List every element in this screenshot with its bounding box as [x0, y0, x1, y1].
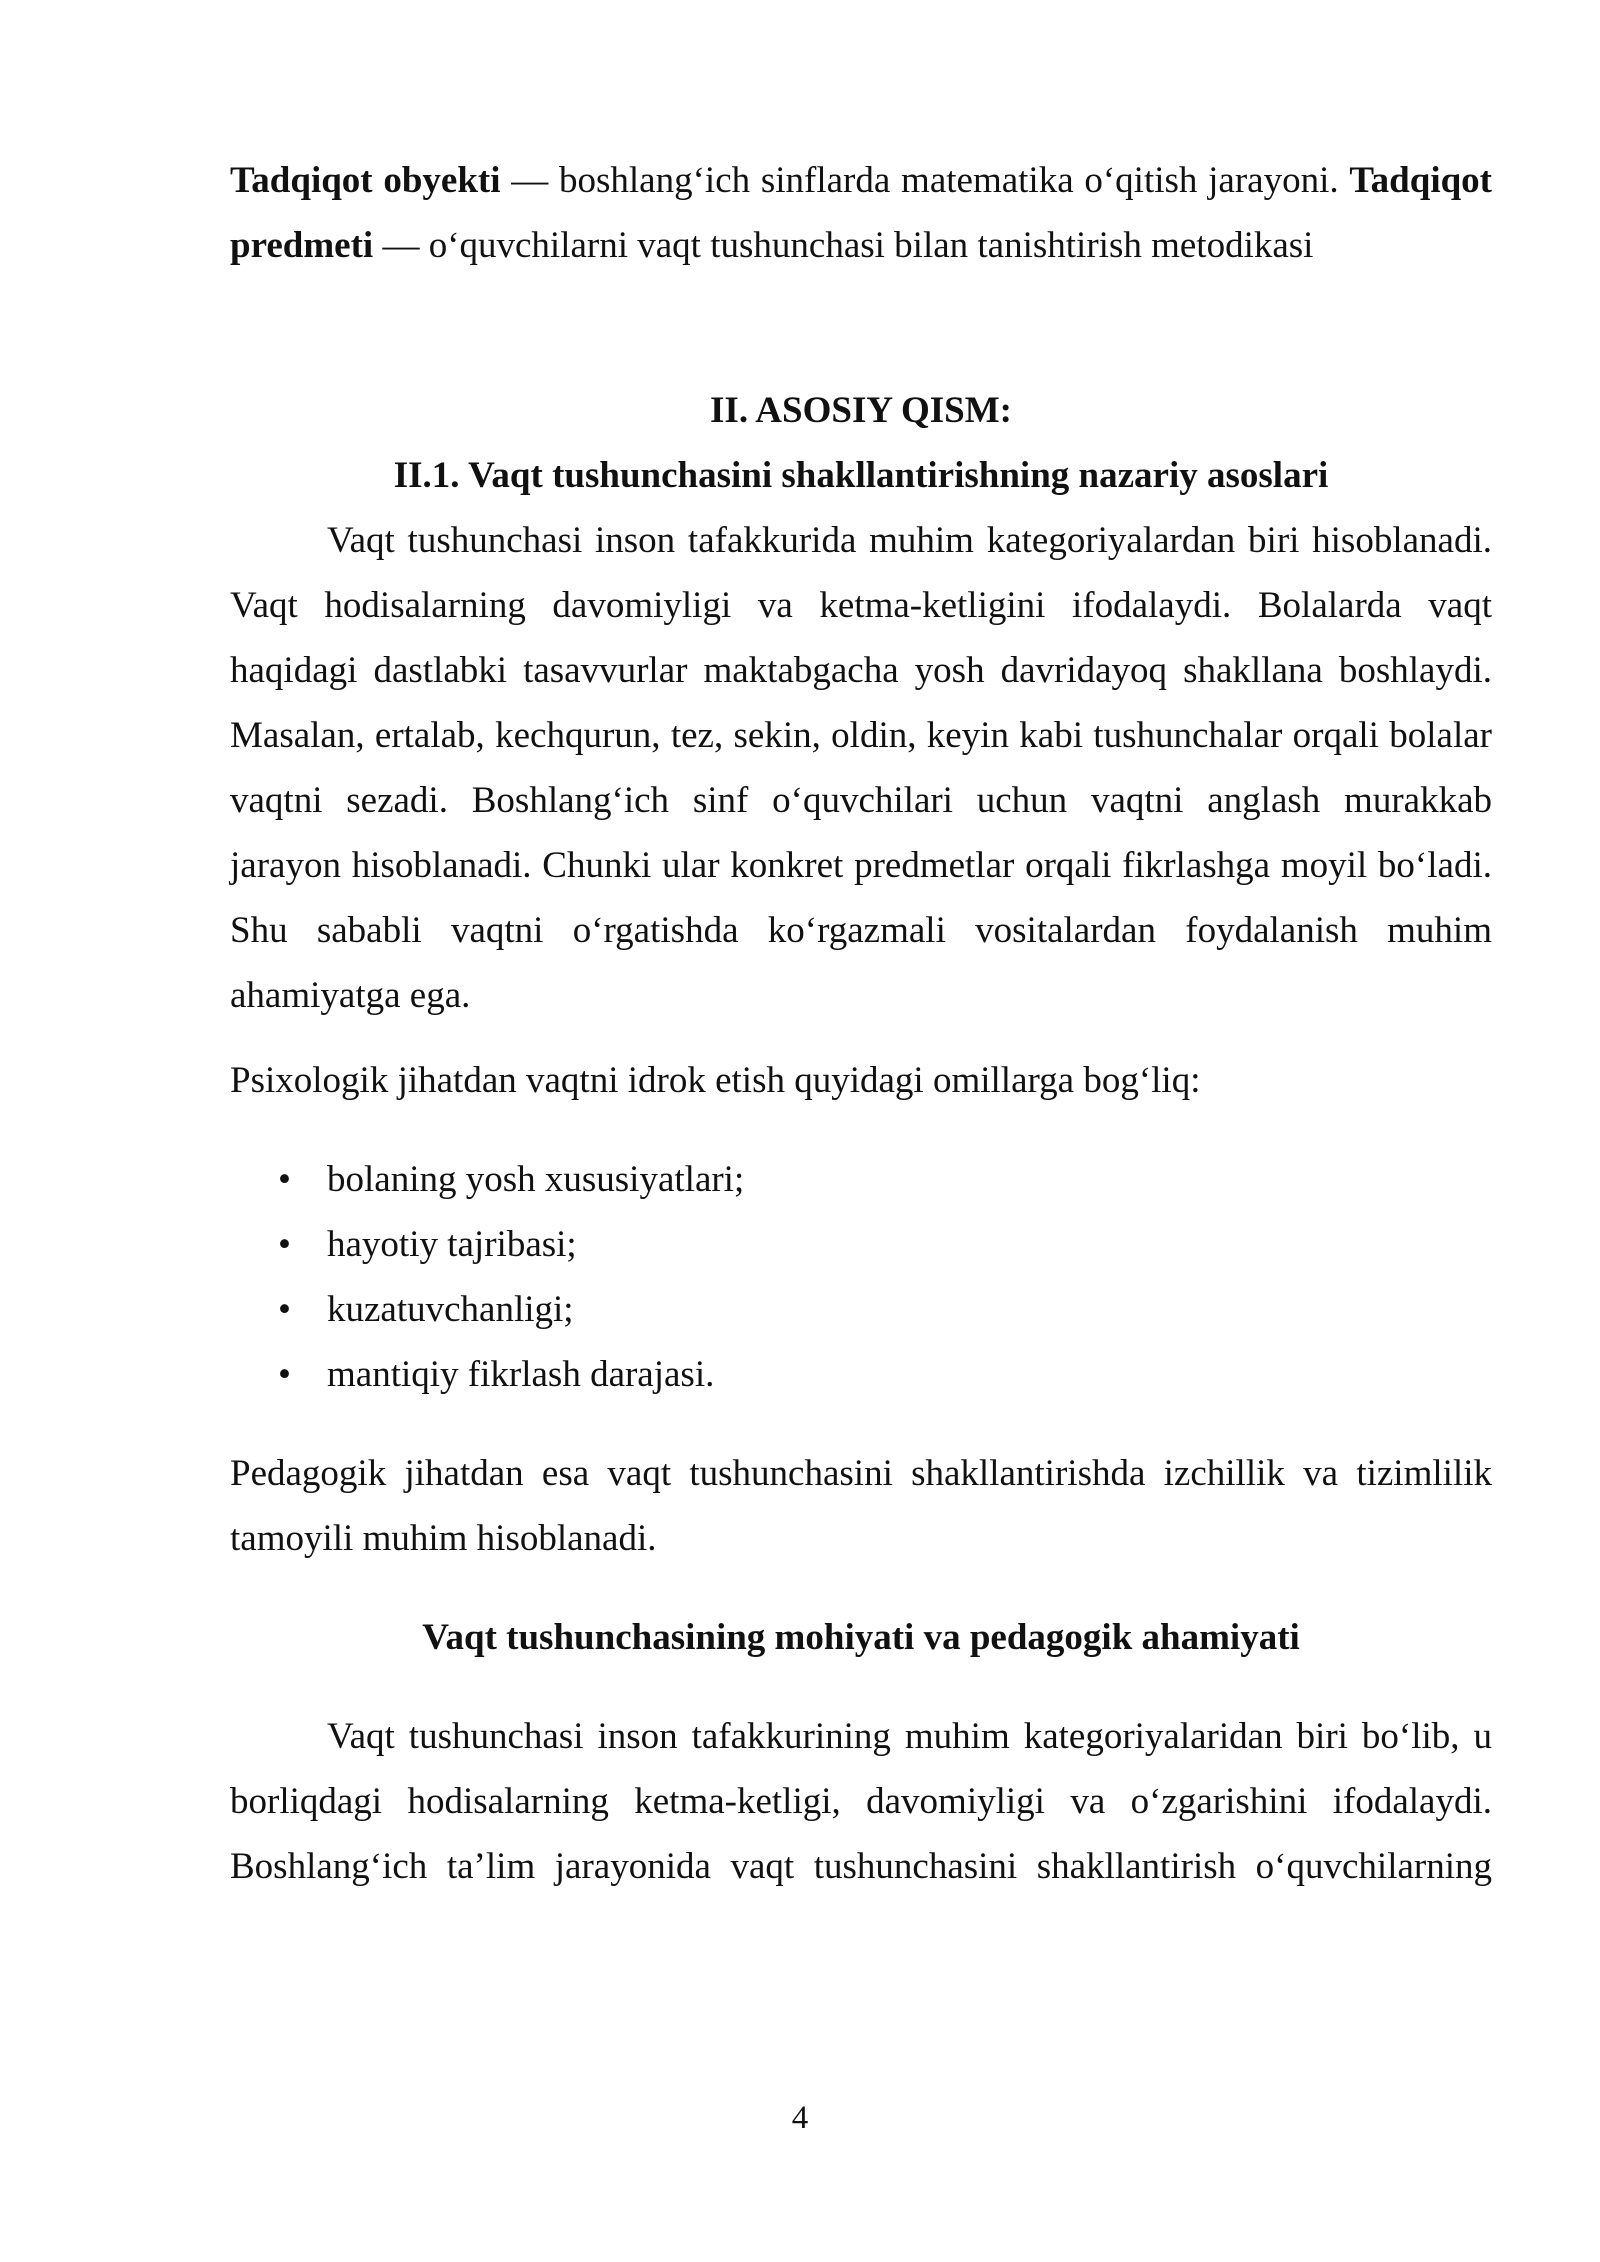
list-item-text: bolaning yosh xususiyatlari; [327, 1159, 745, 1200]
spacer [230, 1028, 1492, 1048]
bullet-icon: • [278, 1159, 291, 1200]
spacer [230, 1113, 1492, 1147]
bullet-icon: • [278, 1354, 291, 1395]
research-subject-label: Tadqiqot predmeti [230, 160, 1492, 266]
subsection-heading: Vaqt tushunchasining mohiyati va pedagogik ahamiyati [422, 1617, 1300, 1658]
research-subject-dash: — [382, 225, 420, 266]
factor-list [230, 1147, 1492, 1407]
section-subtitle: II.1. Vaqt tushunchasini shakllantirishning nazariy asoslari [393, 455, 1329, 496]
research-subject-text: o‘quvchilarni vaqt tushunchasi bilan tanishtirish metodikasi [428, 225, 1314, 266]
bullet-icon: • [278, 1289, 291, 1330]
bullet-icon: • [278, 1224, 291, 1265]
page-content [230, 148, 1492, 1899]
list-item-text: hayotiy tajribasi; [327, 1224, 577, 1265]
research-object-text: boshlang‘ich sinflarda matematika o‘qitish jarayoni. [559, 160, 1339, 201]
spacer [230, 1670, 1492, 1704]
paragraph-pedagogy: Pedagogik jihatdan esa vaqt tushunchasini shakllantirishda izchillik va tizimlilik tamoyili muhim hisoblanadi. [230, 1453, 1492, 1559]
spacer [230, 278, 1492, 378]
paragraph-theory: Vaqt tushunchasi inson tafakkurida muhim kategoriyalardan biri hisoblanadi. Vaqt hodisalarning davomiyligi va ketma-ketligini ifodalaydi. Bolalarda vaqt haqidagi dastlabki tasavvurlar maktabgacha yosh davridayoq shakllana boshlaydi. Masalan, ertalab, kechqurun, tez, sekin, oldin, keyin kabi tushunchalar orqali bolalar vaqtni sezadi. Boshlang‘ich sinf o‘quvchilari uchun vaqtni anglash murakkab jarayon hisoblanadi. Chunki ular konkret predmetlar orqali fikrlashga moyil bo‘ladi. Shu sababli vaqtni o‘rgatishda ko‘rgazmali vositalardan foydalanish muhim ahamiyatga ega. [230, 520, 1492, 1016]
paragraph-psychology: Psixologik jihatdan vaqtni idrok etish quyidagi omillarga bog‘liq: [230, 1060, 1201, 1101]
spacer [230, 1407, 1492, 1441]
research-object-subject-paragraph [230, 148, 1492, 278]
paragraph-essence: Vaqt tushunchasi inson tafakkurining muhim kategoriyalaridan biri bo‘lib, u borliqdagi hodisalarning ketma-ketligi, davomiyligi va o‘zgarishini ifodalaydi. Boshlang‘ich ta’lim jarayonida vaqt tushunchasini shakllantirish o‘quvchilarning [230, 1716, 1492, 1887]
list-item-text: kuzatuvchanligi; [327, 1289, 574, 1330]
list-item [230, 1147, 1492, 1212]
list-item-text: mantiqiy fikrlash darajasi. [327, 1354, 715, 1395]
research-object-dash: — [511, 160, 549, 201]
section-title: II. ASOSIY QISM: [710, 390, 1012, 431]
research-object-label: Tadqiqot obyekti [230, 160, 501, 201]
list-item [230, 1212, 1492, 1277]
list-item [230, 1277, 1492, 1342]
list-item [230, 1342, 1492, 1407]
spacer [230, 1571, 1492, 1605]
page-number: 4 [791, 2100, 809, 2136]
